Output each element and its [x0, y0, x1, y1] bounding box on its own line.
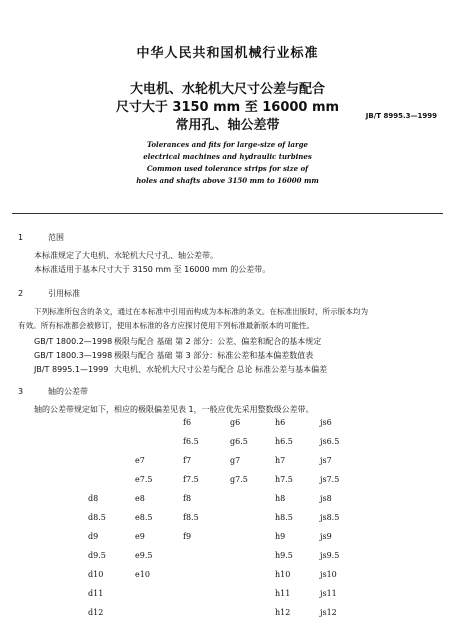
section-1-paragraph-1: 本标准规定了大电机、水轮机大尺寸孔、轴公差带。: [34, 251, 218, 260]
tolerance-cell-js: js9.5: [320, 551, 340, 560]
section-3-heading: [18, 386, 88, 397]
tolerance-cell-d: d11: [88, 589, 104, 598]
tolerance-cell-js: js12: [320, 608, 337, 617]
reference-standard: [34, 364, 327, 375]
title-zh-line-1: 大电机、水轮机大尺寸公差与配合: [129, 82, 325, 97]
tolerance-cell-d: d8.5: [88, 513, 106, 522]
tolerance-cell-g: g6: [230, 418, 241, 427]
tolerance-cell-e: e8.5: [135, 513, 153, 522]
tolerance-cell-e: e7.5: [135, 475, 153, 484]
title-zh-line-2: 尺寸大于 3150 mm 至 16000 mm: [115, 100, 340, 115]
tolerance-cell-d: d10: [88, 570, 104, 579]
tolerance-cell-f: f7: [183, 456, 192, 465]
section-number: 3: [18, 387, 24, 396]
reference-code: GB/T 1800.2—1998: [34, 337, 113, 346]
tolerance-cell-h: h7: [275, 456, 286, 465]
tolerance-cell-h: h9.5: [275, 551, 293, 560]
section-2-paragraph-line-2: 有效。所有标准都会被修订，使用本标准的各方应探讨使用下列标准最新版本的可能性。: [18, 321, 315, 330]
tolerance-cell-e: e10: [135, 570, 150, 579]
tolerance-cell-h: h11: [275, 589, 291, 598]
section-2-heading: [18, 288, 80, 299]
tolerance-cell-f: f8.5: [183, 513, 199, 522]
title-en-line-1: Tolerances and fits for large-size of large: [146, 140, 308, 149]
tolerance-cell-h: h9: [275, 532, 286, 541]
tolerance-cell-h: h8: [275, 494, 286, 503]
tolerance-cell-e: e8: [135, 494, 145, 503]
tolerance-cell-h: h7.5: [275, 475, 293, 484]
tolerance-cell-d: d8: [88, 494, 99, 503]
tolerance-cell-h: h10: [275, 570, 291, 579]
section-number: 1: [18, 233, 24, 242]
tolerance-cell-js: js11: [320, 589, 337, 598]
issuing-organization: 中华人民共和国机械行业标准: [136, 46, 319, 61]
section-number: 2: [18, 289, 24, 298]
tolerance-cell-e: e9.5: [135, 551, 153, 560]
tolerance-cell-h: h12: [275, 608, 291, 617]
tolerance-cell-h: h6.5: [275, 437, 293, 446]
tolerance-cell-js: js6: [320, 418, 332, 427]
tolerance-cell-h: h6: [275, 418, 286, 427]
tolerance-cell-d: d9.5: [88, 551, 106, 560]
tolerance-cell-f: f9: [183, 532, 192, 541]
tolerance-cell-js: js8: [320, 494, 332, 503]
tolerance-cell-d: d9: [88, 532, 99, 541]
section-title: 轴的公差带: [48, 387, 88, 396]
tolerance-cell-js: js9: [320, 532, 332, 541]
reference-title: 大电机、水轮机大尺寸公差与配合 总论 标准公差与基本偏差: [114, 365, 328, 374]
reference-standard: [34, 350, 313, 361]
tolerance-cell-js: js8.5: [320, 513, 340, 522]
header-divider: [12, 213, 443, 214]
title-en-line-3: Common used tolerance strips for size of: [146, 164, 309, 173]
tolerance-cell-g: g6.5: [230, 437, 248, 446]
title-zh-line-3: 常用孔、轴公差带: [175, 118, 280, 133]
title-en-line-4: holes and shafts above 3150 mm to 16000 mm: [136, 176, 319, 185]
tolerance-cell-h: h8.5: [275, 513, 293, 522]
standard-code: JB/T 8995.3—1999: [365, 112, 437, 120]
section-title: 范围: [48, 233, 64, 242]
reference-standard: [34, 336, 321, 347]
tolerance-cell-js: js7: [320, 456, 332, 465]
reference-title: 极限与配合 基础 第 2 部分：公差、偏差和配合的基本规定: [114, 337, 322, 346]
tolerance-cell-js: js10: [320, 570, 337, 579]
tolerance-cell-d: d12: [88, 608, 104, 617]
tolerance-cell-e: e9: [135, 532, 145, 541]
section-1-paragraph-2: 本标准适用于基本尺寸大于 3150 mm 至 16000 mm 的公差带。: [34, 265, 271, 274]
section-title: 引用标准: [48, 289, 80, 298]
tolerance-cell-f: f6.5: [183, 437, 199, 446]
tolerance-cell-e: e7: [135, 456, 145, 465]
tolerance-cell-g: g7.5: [230, 475, 248, 484]
tolerance-cell-f: f8: [183, 494, 192, 503]
title-en-line-2: electrical machines and hydraulic turbines: [143, 152, 312, 161]
section-1-heading: [18, 232, 64, 243]
tolerance-cell-js: js7.5: [320, 475, 340, 484]
reference-code: GB/T 1800.3—1998: [34, 351, 113, 360]
section-3-paragraph: 轴的公差带规定如下，相应的极限偏差见表 1，一般应优先采用整数级公差带。: [34, 405, 314, 414]
reference-code: JB/T 8995.1—1999: [34, 365, 109, 374]
tolerance-cell-g: g7: [230, 456, 241, 465]
tolerance-cell-f: f6: [183, 418, 192, 427]
tolerance-cell-js: js6.5: [320, 437, 340, 446]
tolerance-cell-f: f7.5: [183, 475, 199, 484]
reference-title: 极限与配合 基础 第 3 部分：标准公差和基本偏差数值表: [114, 351, 314, 360]
section-2-paragraph-line-1: 下列标准所包含的条文，通过在本标准中引用而构成为本标准的条文。在标准出版时，所示版本均为: [34, 307, 369, 316]
